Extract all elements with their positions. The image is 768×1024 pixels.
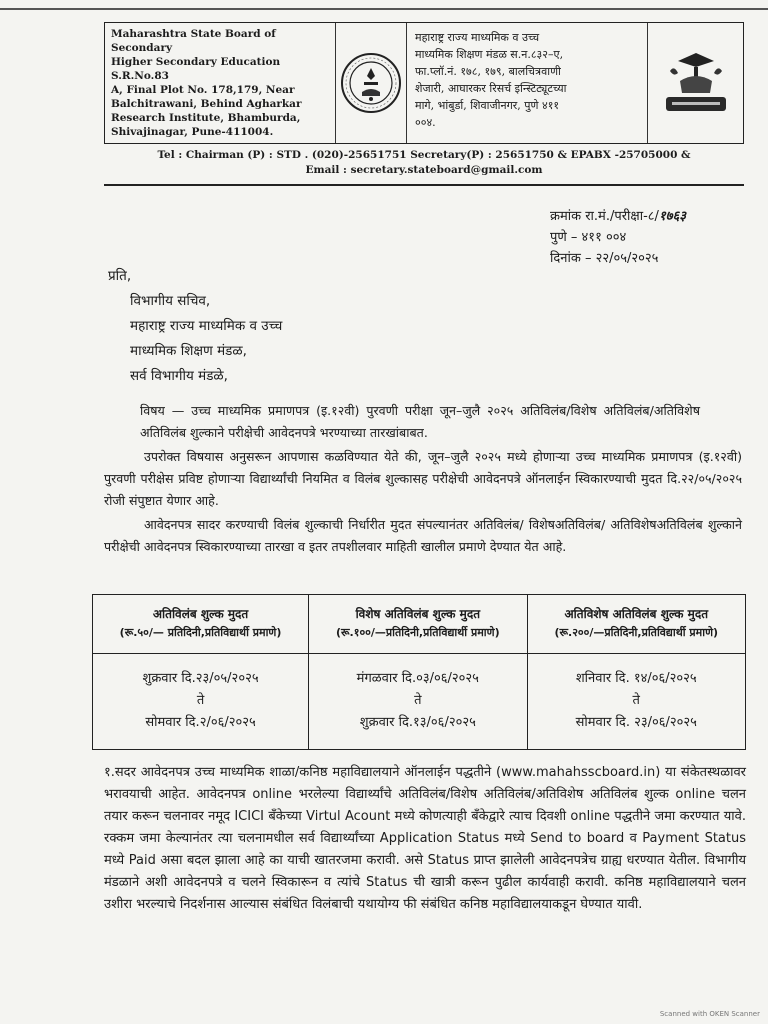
- header-title: अतिविशेष अतिविलंब शुल्क मुदत: [564, 607, 709, 622]
- reference-number-prefix: क्रमांक रा.मं./परीक्षा-८/: [550, 209, 659, 224]
- address-line: मागे, भांबुर्डा, शिवाजीनगर, पुणे ४११: [415, 99, 560, 112]
- table-header-cell: [527, 595, 745, 654]
- recipient-line: माध्यमिक शिक्षण मंडळ,: [130, 343, 247, 359]
- table-header-cell: [309, 595, 527, 654]
- reference-block: [550, 206, 686, 269]
- reference-date: दिनांक – २२/०५/२०२५: [550, 251, 659, 266]
- table-cell: [527, 653, 745, 749]
- recipient-line: महाराष्ट्र राज्य माध्यमिक व उच्च: [130, 318, 283, 334]
- header-divider: [104, 184, 744, 186]
- address-line: फा.प्लॉ.नं. १७८, १७९, बालचित्रवाणी: [415, 65, 561, 78]
- body-paragraph-1: उपरोक्त विषयास अनुसरून आपणास कळविण्यात येते की, जून–जुलै २०२५ मध्ये होणाऱ्या उच्च माध्यमिक प्रमाणपत्र (इ.१२वी) पुरवणी परीक्षेस प्रविष्ट होणाऱ्या विद्यार्थ्यांची नियमित व विलंब शुल्कासह परीक्षेची आवेदनपत्रे ऑनलाईन स्विकारण्याची मुदत दि.२२/०५/२०२५ रोजी संपुष्टात येणार आहे.: [104, 449, 742, 508]
- letterhead-marathi-address: [407, 23, 647, 143]
- body-paragraph-3: १.सदर आवेदनपत्र उच्च माध्यमिक शाळा/कनिष्ठ महाविद्यालयाने ऑनलाईन पद्धतीने (www.mahahsscboard.in) या संकेतस्थळावर भरावयाची आहेत. आवेदनपत्र online भरलेल्या विद्यार्थ्यांचे अतिविलंब/विशेष अतिविलंब/अतिविशेष अतिविलंब शुल्क online चलन तयार करून चलनावर नमूद ICICI बँकेच्या Virtul Acount मध्ये कोणत्याही बँकेद्वारे त्याच दिवशी online पद्धतीने जमा करण्यात यावे. रक्कम जमा केल्यानंतर त्या चलनामधील सर्व विद्यार्थ्यांच्या Application Status मध्ये Send to board व Payment Status मध्ये Paid असा बदल झाला आहे का याची खातरजमा करावी. असे Status प्राप्त झालेली आवेदनपत्रेच ग्राह्य धरण्यात येतील. विभागीय मंडळाने अशी आवेदनपत्रे व चलने स्विकारून व त्यांचे Status ची खात्री करून पुढील कार्यवाही करावी. कनिष्ठ महाविद्यालयाने चलन उशीरा भरल्याचे निदर्शनास आल्यास संबंधित विलंबाची यथायोग्य फी संबंधित कनिष्ठ महाविद्यालयाकडून घेण्यात यावी.: [104, 765, 746, 912]
- address-line: महाराष्ट्र राज्य माध्यमिक व उच्च: [415, 31, 540, 44]
- header-rate: (रू.२००/—प्रतिदिनी,प्रतिविद्यार्थी प्रमाणे): [554, 626, 719, 640]
- board-emblem-icon: [647, 23, 743, 143]
- contact-email-line: Email : secretary.stateboard@gmail.com: [305, 164, 543, 176]
- fee-schedule-table: [92, 594, 746, 750]
- recipient-block: [108, 264, 282, 389]
- address-line: माध्यमिक शिक्षण मंडळ स.न.८३२–ए,: [415, 48, 564, 61]
- table-header-row: [93, 595, 746, 654]
- address-line: Shivajinagar, Pune-411004.: [111, 126, 274, 138]
- letterhead: [104, 22, 744, 144]
- table-cell: [309, 653, 527, 749]
- letterhead-english-address: [105, 23, 335, 143]
- address-line: शेजारी, आघारकर रिसर्च इन्स्टिट्यूटच्या: [415, 82, 567, 95]
- header-title: विशेष अतिविलंब शुल्क मुदत: [355, 607, 481, 622]
- body-paragraph-2: आवेदनपत्र सादर करण्याची विलंब शुल्काची निर्धारीत मुदत संपल्यानंतर अतिविलंब/ विशेषअतिविलंब/ अतिविशेषअतिविलंब शुल्काने परीक्षेची आवेदनपत्र स्विकारण्याच्या तारखा व इतर तपशीलवार माहिती खालील प्रमाणे देण्यात येत आहे.: [104, 517, 742, 554]
- recipient-line: विभागीय सचिव,: [130, 293, 211, 309]
- table-header-cell: [93, 595, 309, 654]
- address-line: A, Final Plot No. 178,179, Near: [111, 84, 295, 96]
- header-title: अतिविलंब शुल्क मुदत: [152, 607, 249, 622]
- reference-city: पुणे – ४११ ००४: [550, 230, 627, 245]
- address-line: Balchitrawani, Behind Agharkar: [111, 98, 302, 110]
- contact-details: [104, 148, 744, 178]
- reference-number: [550, 206, 686, 227]
- recipient-line: सर्व विभागीय मंडळे,: [130, 368, 228, 384]
- period-to-word: ते: [196, 693, 205, 709]
- reference-number-handwritten: १७६३: [658, 209, 686, 224]
- scanner-watermark: Scanned with OKEN Scanner: [659, 1010, 760, 1018]
- period-to-word: ते: [632, 693, 640, 709]
- header-rate: (रू.१००/—प्रतिदिनी,प्रतिविद्यार्थी प्रमाणे): [335, 626, 500, 640]
- salutation: प्रति,: [108, 268, 132, 284]
- subject-line: विषय — उच्च माध्यमिक प्रमाणपत्र (इ.१२वी) पुरवणी परीक्षा जून–जुलै २०२५ अतिविलंब/विशेष अतिविलंब/अतिविशेष अतिविलंब शुल्काने परीक्षेची आवेदनपत्रे भरण्याच्या तारखांबाबत.: [140, 403, 700, 440]
- address-line: Higher Secondary Education S.R.No.83: [111, 56, 281, 82]
- scan-edge-line: [0, 8, 768, 10]
- period-to-word: ते: [414, 693, 422, 709]
- header-rate: (रू.५०/— प्रतिदिनी,प्रतिविद्यार्थी प्रमाणे): [119, 626, 282, 640]
- contact-phone-line: Tel : Chairman (P) : STD . (020)-25651751 Secretary(P) : 25651750 & EPABX -25705000 &: [157, 149, 691, 161]
- period-to: सोमवार दि. २३/०६/२०२५: [575, 715, 697, 731]
- board-seal-icon: [335, 23, 407, 143]
- period-to: शुक्रवार दि.१३/०६/२०२५: [359, 715, 476, 731]
- period-from: शुक्रवार दि.२३/०५/२०२५: [142, 671, 259, 687]
- period-from: शनिवार दि. १४/०६/२०२५: [575, 671, 697, 687]
- address-line: Maharashtra State Board of Secondary: [111, 28, 276, 54]
- period-from: मंगळवार दि.०३/०६/२०२५: [356, 671, 479, 687]
- address-line: ००४.: [415, 116, 436, 129]
- period-to: सोमवार दि.२/०६/२०२५: [145, 715, 256, 731]
- table-row: [93, 653, 746, 749]
- table-cell: [93, 653, 309, 749]
- address-line: Research Institute, Bhamburda,: [111, 112, 301, 124]
